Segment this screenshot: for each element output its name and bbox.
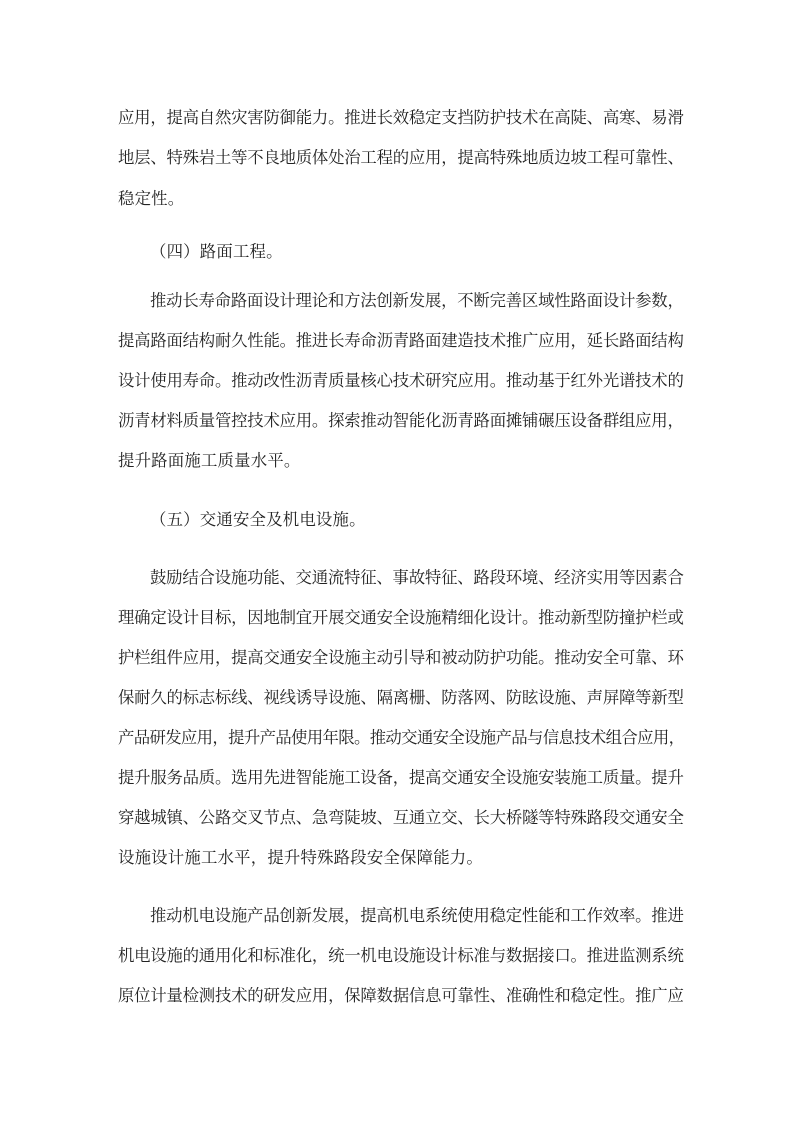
- text-line: 推动机电设施产品创新发展，提高机电系统使用稳定性能和工作效率。推进: [150, 906, 684, 925]
- text-line: 沥青材料质量管控技术应用。探索推动智能化沥青路面摊铺碾压设备群组应用，: [118, 411, 684, 430]
- text-line: 提升服务品质。选用先进智能施工设备，提高交通安全设施安装施工质量。提升: [118, 768, 684, 787]
- text-line: 地层、特殊岩土等不良地质体处治工程的应用，提高特殊地质边坡工程可靠性、: [118, 148, 684, 167]
- text-line: 提升路面施工质量水平。: [118, 451, 301, 470]
- section-heading-pavement: （四）路面工程。: [150, 242, 283, 261]
- text-line: 设施设计施工水平，提升特殊路段安全保障能力。: [118, 848, 483, 867]
- text-line: 推动长寿命路面设计理论和方法创新发展，不断完善区域性路面设计参数，: [150, 291, 684, 310]
- text-line: 保耐久的标志标线、视线诱导设施、隔离栅、防落网、防眩设施、声屏障等新型: [118, 688, 684, 707]
- text-line: 原位计量检测技术的研发应用，保障数据信息可靠性、准确性和稳定性。推广应: [118, 986, 684, 1005]
- text-line: 机电设施的通用化和标准化，统一机电设施设计标准与数据接口。推进监测系统: [118, 946, 684, 965]
- text-line: 产品研发应用，提升产品使用年限。推动交通安全设施产品与信息技术组合应用，: [118, 728, 685, 747]
- text-line: 提高路面结构耐久性能。推进长寿命沥青路面建造技术推广应用，延长路面结构: [118, 331, 684, 350]
- text-line: 应用，提高自然灾害防御能力。推进长效稳定支挡防护技术在高陡、高寒、易滑: [118, 108, 684, 127]
- text-line: 设计使用寿命。推动改性沥青质量核心技术研究应用。推动基于红外光谱技术的: [118, 371, 684, 390]
- text-line: 稳定性。: [118, 189, 185, 208]
- text-line: 护栏组件应用，提高交通安全设施主动引导和被动防护功能。推动安全可靠、环: [118, 648, 684, 667]
- section-heading-traffic-safety: （五）交通安全及机电设施。: [150, 510, 366, 529]
- text-line: 鼓励结合设施功能、交通流特征、事故特征、路段环境、经济实用等因素合: [150, 568, 684, 587]
- text-line: 理确定设计目标，因地制宜开展交通安全设施精细化设计。推动新型防撞护栏或: [118, 608, 684, 627]
- text-line: 穿越城镇、公路交叉节点、急弯陡坡、互通立交、长大桥隧等特殊路段交通安全: [118, 808, 684, 827]
